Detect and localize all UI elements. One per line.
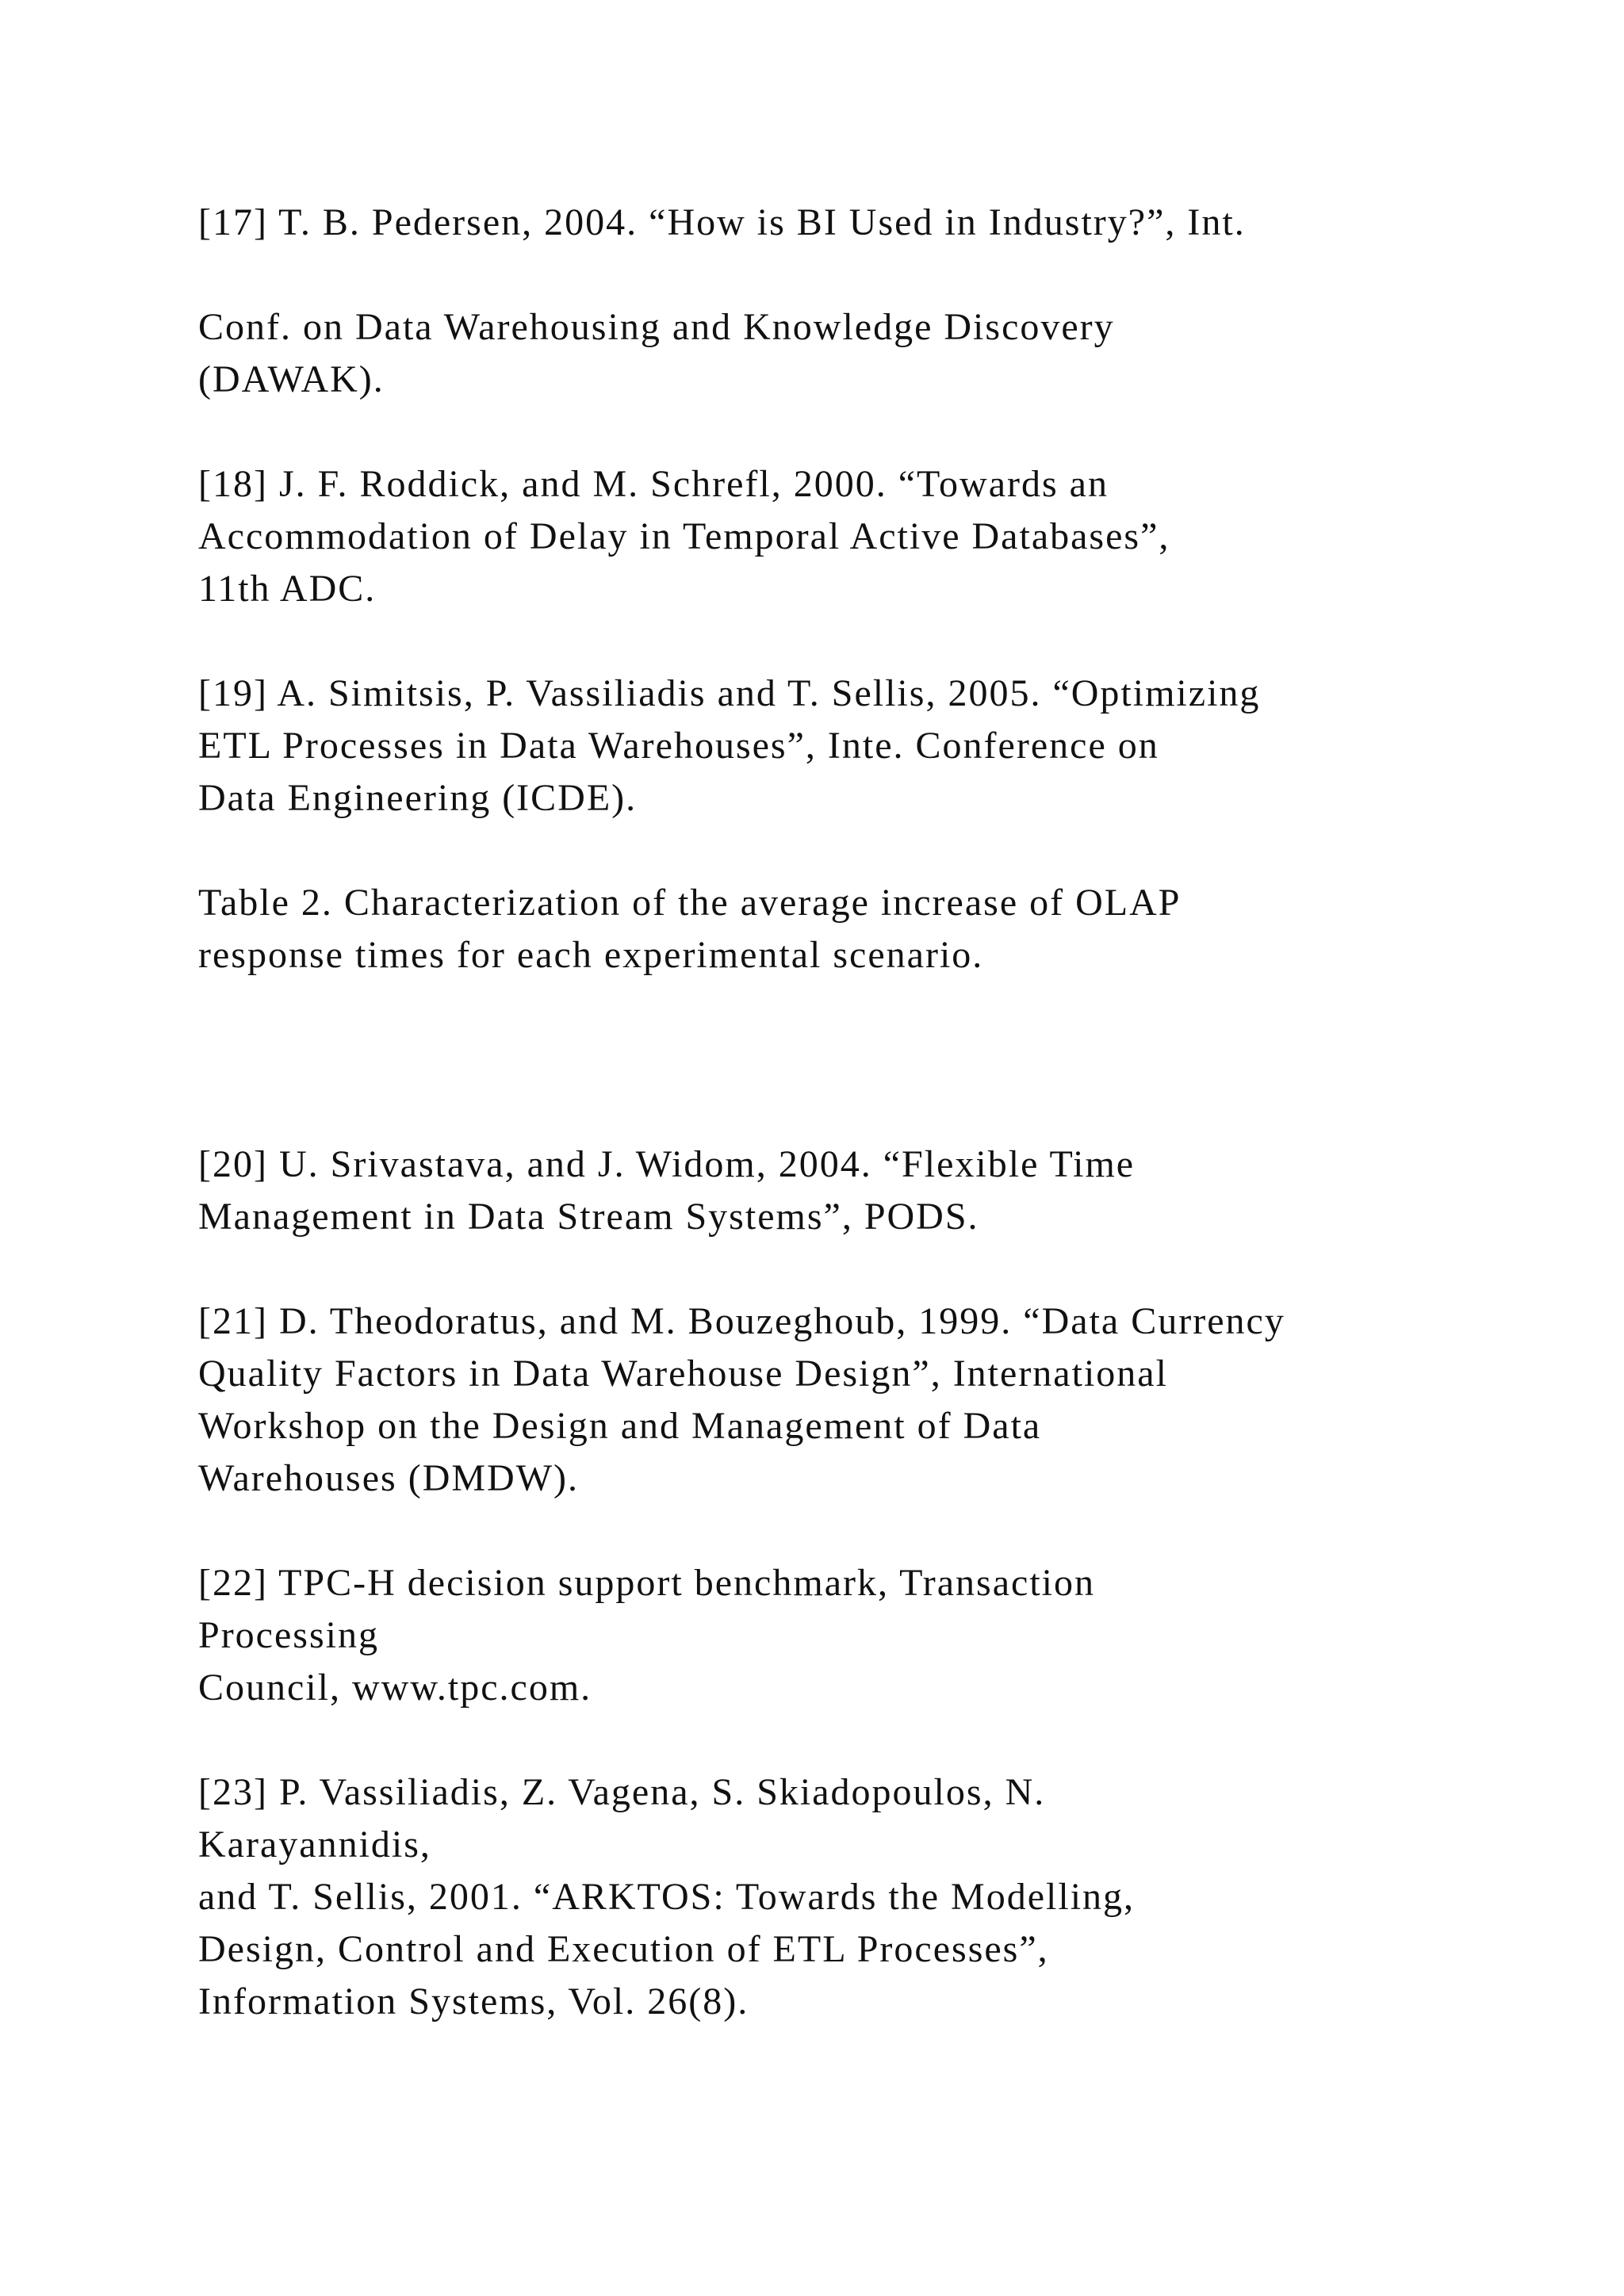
text-line: Quality Factors in Data Warehouse Design”, International [198,1353,1168,1395]
reference-entry [198,1295,1507,1505]
text-line: Accommodation of Delay in Temporal Active Databases”, [198,515,1170,557]
reference-entry [198,458,1507,615]
text-line: Table 2. Characterization of the average increase of OLAP [198,882,1182,924]
references-section-bottom [198,1138,1507,2028]
text-line: Management in Data Stream Systems”, PODS. [198,1196,979,1238]
references-section-top [198,197,1507,982]
table-caption [198,877,1507,982]
reference-entry [198,1766,1507,2028]
text-line: ETL Processes in Data Warehouses”, Inte. Conference on [198,725,1159,767]
reference-entry [198,301,1507,406]
text-line: [20] U. Srivastava, and J. Widom, 2004. “Flexible Time [198,1143,1136,1185]
blank-gap [198,1034,1507,1138]
text-line: Council, www.tpc.com. [198,1667,592,1709]
text-line: Warehouses (DMDW). [198,1457,579,1499]
text-line: Workshop on the Design and Management of Data [198,1405,1042,1447]
text-line: [22] TPC-H decision support benchmark, Transaction [198,1562,1095,1604]
text-line: and T. Sellis, 2001. “ARKTOS: Towards the Modelling, [198,1876,1136,1918]
text-line: Design, Control and Execution of ETL Processes”, [198,1928,1049,1970]
text-line: 11th ADC. [198,568,377,610]
reference-entry [198,197,1507,249]
text-line: Conf. on Data Warehousing and Knowledge Discovery [198,306,1115,348]
text-line: [17] T. B. Pedersen, 2004. “How is BI Used in Industry?”, Int. [198,201,1246,243]
text-line: Data Engineering (ICDE). [198,777,638,819]
text-line: [21] D. Theodoratus, and M. Bouzeghoub, 1999. “Data Currency [198,1300,1285,1342]
document-page [198,197,1507,2080]
text-line: Information Systems, Vol. 26(8). [198,1980,749,2022]
text-line: (DAWAK). [198,358,385,400]
text-line: Processing [198,1614,379,1656]
text-line: Karayannidis, [198,1823,431,1866]
text-line: [18] J. F. Roddick, and M. Schrefl, 2000. “Towards an [198,463,1109,505]
text-line: [23] P. Vassiliadis, Z. Vagena, S. Skiadopoulos, N. [198,1771,1046,1813]
text-line: response times for each experimental scenario. [198,934,984,976]
reference-entry [198,668,1507,825]
text-line: [19] A. Simitsis, P. Vassiliadis and T. Sellis, 2005. “Optimizing [198,672,1261,714]
reference-entry [198,1557,1507,1714]
reference-entry [198,1138,1507,1243]
